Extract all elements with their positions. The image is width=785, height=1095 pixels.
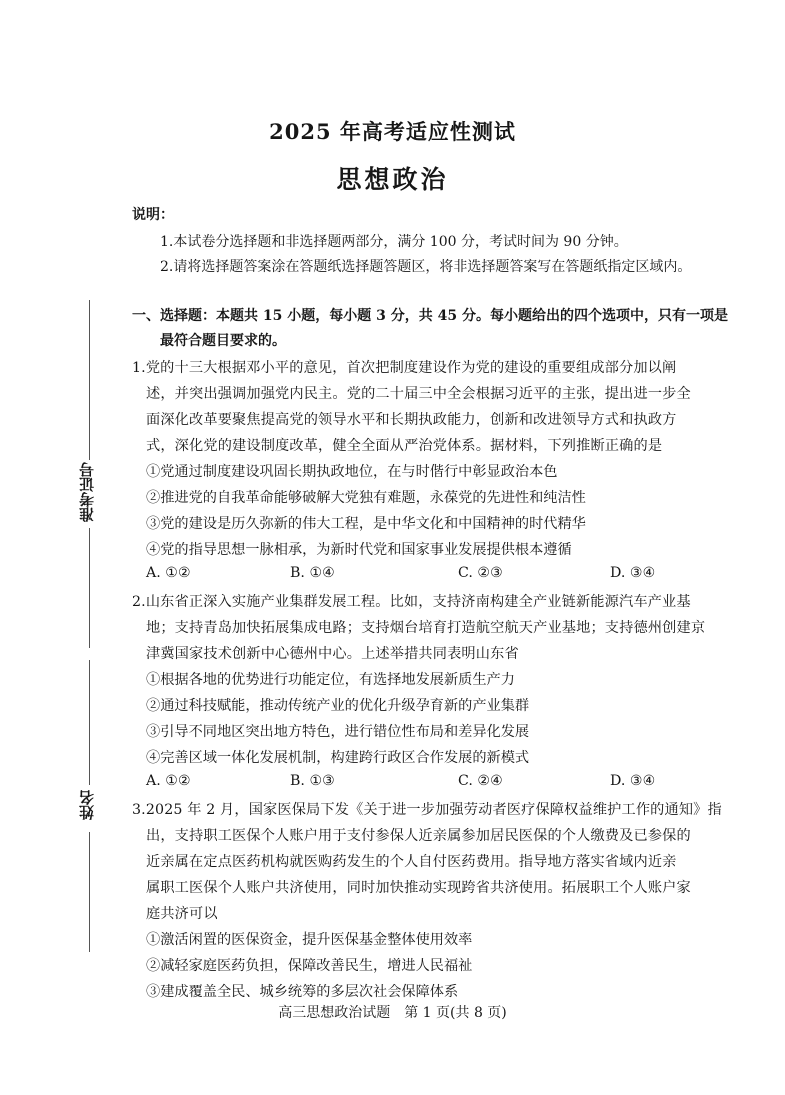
question-stem-line: 3.2025 年 2 月，国家医保局下发《关于进一步加强劳动者医疗保障权益维护工作的通知》指 (132, 802, 722, 818)
statement-option: ①根据各地的优势进行功能定位，有选择地发展新质生产力 (146, 672, 515, 688)
binding-line-middle (89, 660, 90, 785)
answer-choice-c: C. ②③ (458, 565, 503, 581)
admission-number-label: 准考证号 (78, 462, 96, 522)
answer-choice-c: C. ②④ (458, 773, 503, 789)
page-footer: 高三思想政治试题 第 1 页(共 8 页) (278, 1005, 507, 1021)
statement-option: ③引导不同地区突出地方特色，进行错位性布局和差异化发展 (146, 724, 530, 740)
question-stem-line: 1.党的十三大根据邓小平的意见，首次把制度建设作为党的建设的重要组成部分加以阐 (132, 360, 677, 376)
answer-choice-b: B. ①③ (290, 773, 335, 789)
instructions-heading: 说明： (132, 207, 174, 223)
question-stem-line: 属职工医保个人账户共济使用，同时加快推动实现跨省共济使用。拓展职工个人账户家 (146, 880, 691, 896)
question-stem-line: 出，支持职工医保个人账户用于支付参保人近亲属参加居民医保的个人缴费及已参保的 (146, 828, 691, 844)
instruction-item: 1.本试卷分选择题和非选择题两部分，满分 100 分，考试时间为 90 分钟。 (160, 234, 628, 250)
exam-title: 2025 年高考适应性测试 (269, 119, 516, 144)
statement-option: ②减轻家庭医药负担，保障改善民生，增进人民福祉 (146, 958, 473, 974)
question-stem-line: 津冀国家技术创新中心德州中心。上述举措共同表明山东省 (146, 646, 519, 662)
answer-choice-a: A. ①② (146, 565, 191, 581)
statement-option: ②推进党的自我革命能够破解大党独有难题，永葆党的先进性和纯洁性 (146, 490, 586, 506)
binding-line-name (89, 832, 90, 952)
answer-choice-b: B. ①④ (290, 565, 335, 581)
statement-option: ④完善区域一体化发展机制，构建跨行政区合作发展的新模式 (146, 750, 530, 766)
answer-choice-d: D. ③④ (610, 773, 656, 789)
answer-choice-a: A. ①② (146, 773, 191, 789)
question-stem-line: 2.山东省正深入实施产业集群发展工程。比如，支持济南构建全产业链新能源汽车产业基 (132, 594, 691, 610)
statement-option: ③党的建设是历久弥新的伟大工程，是中华文化和中国精神的时代精华 (146, 516, 586, 532)
question-stem-line: 述，并突出强调加强党内民主。党的二十届三中全会根据习近平的主张，提出进一步全 (146, 386, 691, 402)
answer-choice-d: D. ③④ (610, 565, 656, 581)
statement-option: ④党的指导思想一脉相承，为新时代党和国家事业发展提供根本遵循 (146, 542, 572, 558)
question-stem-line: 式，深化党的建设制度改革，健全全面从严治党体系。据材料，下列推断正确的是 (146, 438, 663, 454)
statement-option: ①激活闲置的医保资金，提升医保基金整体使用效率 (146, 932, 473, 948)
question-stem-line: 庭共济可以 (146, 906, 218, 922)
instruction-item: 2.请将选择题答案涂在答题纸选择题答题区，将非选择题答案写在答题纸指定区域内。 (160, 259, 692, 275)
binding-line-admission (89, 528, 90, 648)
name-label: 姓名 (78, 790, 96, 820)
question-stem-line: 地；支持青岛加快拓展集成电路；支持烟台培育打造航空航天产业基地；支持德州创建京 (146, 620, 706, 636)
statement-option: ③建成覆盖全民、城乡统筹的多层次社会保障体系 (146, 984, 459, 1000)
question-stem-line: 近亲属在定点医药机构就医购药发生的个人自付医药费用。指导地方落实省域内近亲 (146, 854, 677, 870)
binding-line-top (89, 300, 90, 460)
subject-title: 思想政治 (336, 165, 449, 194)
question-stem-line: 面深化改革要聚焦提高党的领导水平和长期执政能力，创新和改进领导方式和执政方 (146, 412, 677, 428)
section-heading-continued: 最符合题目要求的。 (160, 333, 286, 349)
statement-option: ②通过科技赋能，推动传统产业的优化升级孕育新的产业集群 (146, 698, 530, 714)
section-heading: 一、选择题：本题共 15 小题，每小题 3 分，共 45 分。每小题给出的四个选项中，只有一项是 (132, 308, 728, 324)
statement-option: ①党通过制度建设巩固长期执政地位，在与时偕行中彰显政治本色 (146, 464, 558, 480)
